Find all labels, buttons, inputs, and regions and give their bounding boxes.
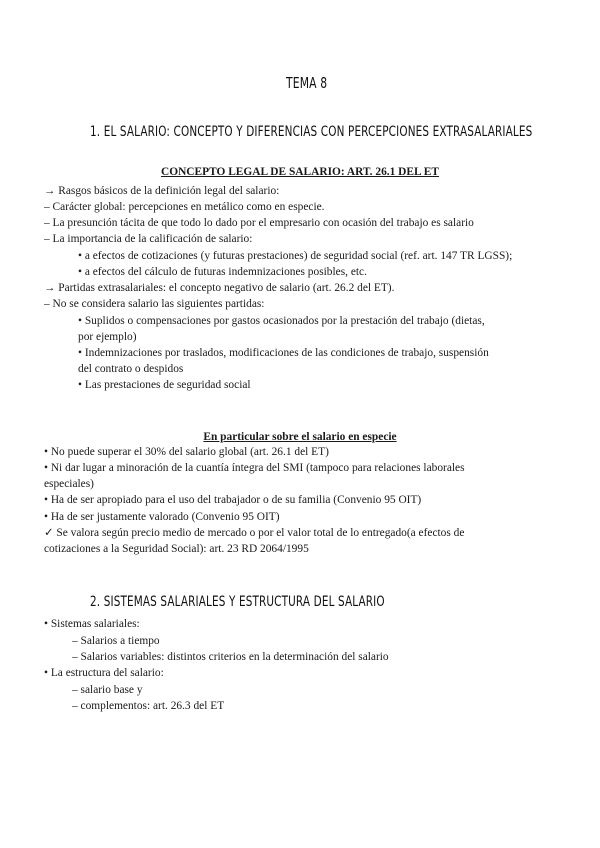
dash-item: – Salarios variables: distintos criterios en la determinación del salario — [72, 651, 389, 663]
section-2-heading: 2. SISTEMAS SALARIALES Y ESTRUCTURA DEL SALARIO — [90, 594, 385, 610]
bullet-item: • a efectos de cotizaciones (y futuras prestaciones) de seguridad social (ref. art. 147 TR LGSS); — [78, 250, 513, 262]
bullet-item: • Sistemas salariales: — [44, 618, 140, 630]
bullet-item: • a efectos del cálculo de futuras indemnizaciones posibles, etc. — [78, 266, 367, 278]
bullet-item: • Ha de ser apropiado para el uso del trabajador o de su familia (Convenio 95 OIT) — [44, 494, 422, 506]
page-title: TEMA 8 — [286, 74, 328, 92]
dash-item: – salario base y — [72, 684, 143, 696]
bullet-item: • Indemnizaciones por traslados, modificaciones de las condiciones de trabajo, suspensión — [78, 347, 489, 359]
check-continuation: cotizaciones a la Seguridad Social): art. 23 RD 2064/1995 — [44, 543, 309, 555]
text-line: – No se considera salario las siguientes partidas: — [44, 298, 265, 310]
bullet-continuation: por ejemplo) — [78, 331, 137, 343]
concepto-legal-heading: CONCEPTO LEGAL DE SALARIO: ART. 26.1 DEL ET — [161, 166, 439, 178]
check-item: ✓ Se valora según precio medio de mercado o por el valor total de lo entregado(a efectos de — [44, 527, 465, 539]
bullet-item: • No puede superar el 30% del salario global (art. 26.1 del ET) — [44, 446, 329, 458]
bullet-item: • Suplidos o compensaciones por gastos ocasionados por la prestación del trabajo (dietas, — [78, 315, 485, 327]
dash-item: – Salarios a tiempo — [72, 635, 160, 647]
section-1-heading: 1. EL SALARIO: CONCEPTO Y DIFERENCIAS CON PERCEPCIONES EXTRASALARIALES — [90, 124, 533, 140]
bullet-item: • Ha de ser justamente valorado (Convenio 95 OIT) — [44, 511, 280, 523]
text-line: → Partidas extrasalariales: el concepto negativo de salario (art. 26.2 del ET). — [44, 282, 395, 294]
bullet-item: • Ni dar lugar a minoración de la cuantía íntegra del SMI (tampoco para relaciones laborales — [44, 462, 465, 474]
text-line: → Rasgos básicos de la definición legal del salario: — [44, 185, 280, 197]
bullet-item: • La estructura del salario: — [44, 667, 164, 679]
text-line: – La importancia de la calificación de salario: — [44, 233, 253, 245]
bullet-continuation: especiales) — [44, 478, 94, 490]
dash-item: – complementos: art. 26.3 del ET — [72, 700, 225, 712]
salario-especie-heading: En particular sobre el salario en especie — [203, 431, 397, 443]
text-line: – La presunción tácita de que todo lo dado por el empresario con ocasión del trabajo es salario — [44, 217, 474, 229]
text-line: – Carácter global: percepciones en metálico como en especie. — [44, 201, 325, 213]
bullet-continuation: del contrato o despidos — [78, 363, 184, 375]
bullet-item: • Las prestaciones de seguridad social — [78, 379, 251, 391]
